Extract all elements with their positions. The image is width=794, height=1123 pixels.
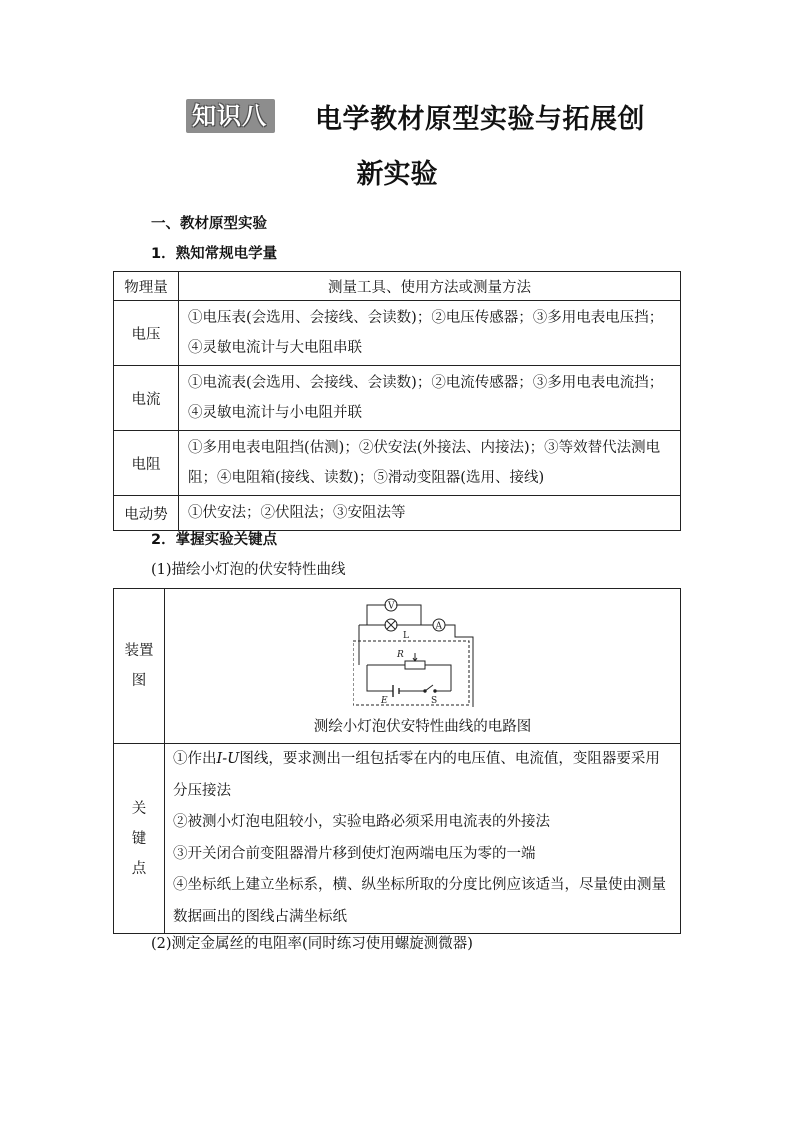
page-title-continued: 新实验 — [356, 159, 438, 190]
quantity-name: 电阻 — [114, 431, 179, 496]
quantity-name: 电压 — [114, 301, 179, 366]
switch-contact — [423, 689, 425, 691]
switch-contact — [433, 689, 435, 691]
keypoint-item: ②被测小灯泡电阻较小，实验电路必须采用电流表的外接法 — [173, 814, 550, 830]
resistor-label: R — [396, 649, 404, 660]
experiment-title: (1)描绘小灯泡的伏安特性曲线 — [151, 562, 346, 578]
device-label-cell — [114, 589, 165, 744]
electric-quantities-table — [113, 271, 681, 531]
voltmeter-label: V — [387, 601, 394, 611]
table-header-row — [114, 272, 681, 301]
switch-label: S — [430, 695, 437, 706]
keypoint-label-cell — [114, 744, 165, 934]
table-row — [114, 496, 681, 531]
table-row — [114, 744, 681, 934]
keypoints-cell — [165, 744, 681, 934]
experiment-keypoints-table — [113, 588, 681, 934]
title-row — [186, 96, 645, 136]
keypoint-text: ①作出 — [173, 751, 217, 767]
quantity-methods: ①多用电表电阻挡(估测)；②伏安法(外接法、内接法)；③等效替代法测电阻；④电阻箱(接线、读数)；⑤滑动变阻器(选用、接线) — [179, 431, 681, 496]
column-header: 物理量 — [114, 272, 179, 301]
circuit-diagram — [353, 595, 493, 707]
quantity-methods: ①电流表(会选用、会接线、会读数)；②电流传感器；③多用电表电流挡；④灵敏电流计与小电阻并联 — [179, 366, 681, 431]
keypoint-item — [173, 744, 674, 807]
table-row — [114, 366, 681, 431]
device-label: 装置图 — [124, 643, 154, 689]
quantity-methods: ①电压表(会选用、会接线、会读数)；②电压传感器；③多用电表电压挡；④灵敏电流计与大电阻串联 — [179, 301, 681, 366]
circuit-cell — [165, 589, 681, 744]
keypoint-label: 关键点 — [131, 800, 147, 877]
keypoint-item: ③开关闭合前变阻器滑片移到使灯泡两端电压为零的一端 — [173, 845, 536, 862]
table-row — [114, 589, 681, 744]
experiment-title: (2)测定金属丝的电阻率(同时练习使用螺旋测微器) — [151, 936, 473, 952]
table-row — [114, 431, 681, 496]
slider-arrow — [413, 653, 417, 661]
subsection-heading: 1．熟知常规电学量 — [151, 246, 278, 262]
ammeter-label: A — [435, 621, 442, 631]
subsection-heading: 2．掌握实验关键点 — [151, 532, 278, 548]
battery-label: E — [380, 695, 388, 706]
battery-icon — [393, 685, 399, 697]
lamp-cross — [387, 621, 395, 629]
resistor-icon — [405, 661, 425, 669]
keypoint-formula: I-U — [216, 751, 240, 767]
keypoint-item: ④坐标纸上建立坐标系，横、纵坐标所取的分度比例应该适当，尽量使由测量数据画出的图线占满坐标纸 — [173, 877, 666, 925]
section-badge: 知识八 — [186, 99, 275, 133]
quantity-methods: ①伏安法；②伏阻法；③安阻法等 — [179, 496, 681, 531]
keypoint-text: 图线，要求测出一组包括零在内的电压值、电流值，变阻器要采用分压接法 — [173, 751, 660, 799]
table-row — [114, 301, 681, 366]
main-wire — [359, 625, 473, 707]
quantity-name: 电流 — [114, 366, 179, 431]
quantity-name: 电动势 — [114, 496, 179, 531]
circuit-caption: 测绘小灯泡伏安特性曲线的电路图 — [313, 718, 532, 735]
dashed-box — [353, 641, 469, 705]
lamp-label: L — [402, 630, 409, 641]
section-heading: 一、教材原型实验 — [151, 216, 267, 232]
page-title: 电学教材原型实验与拓展创 — [315, 103, 645, 135]
column-header: 测量工具、使用方法或测量方法 — [179, 272, 681, 301]
